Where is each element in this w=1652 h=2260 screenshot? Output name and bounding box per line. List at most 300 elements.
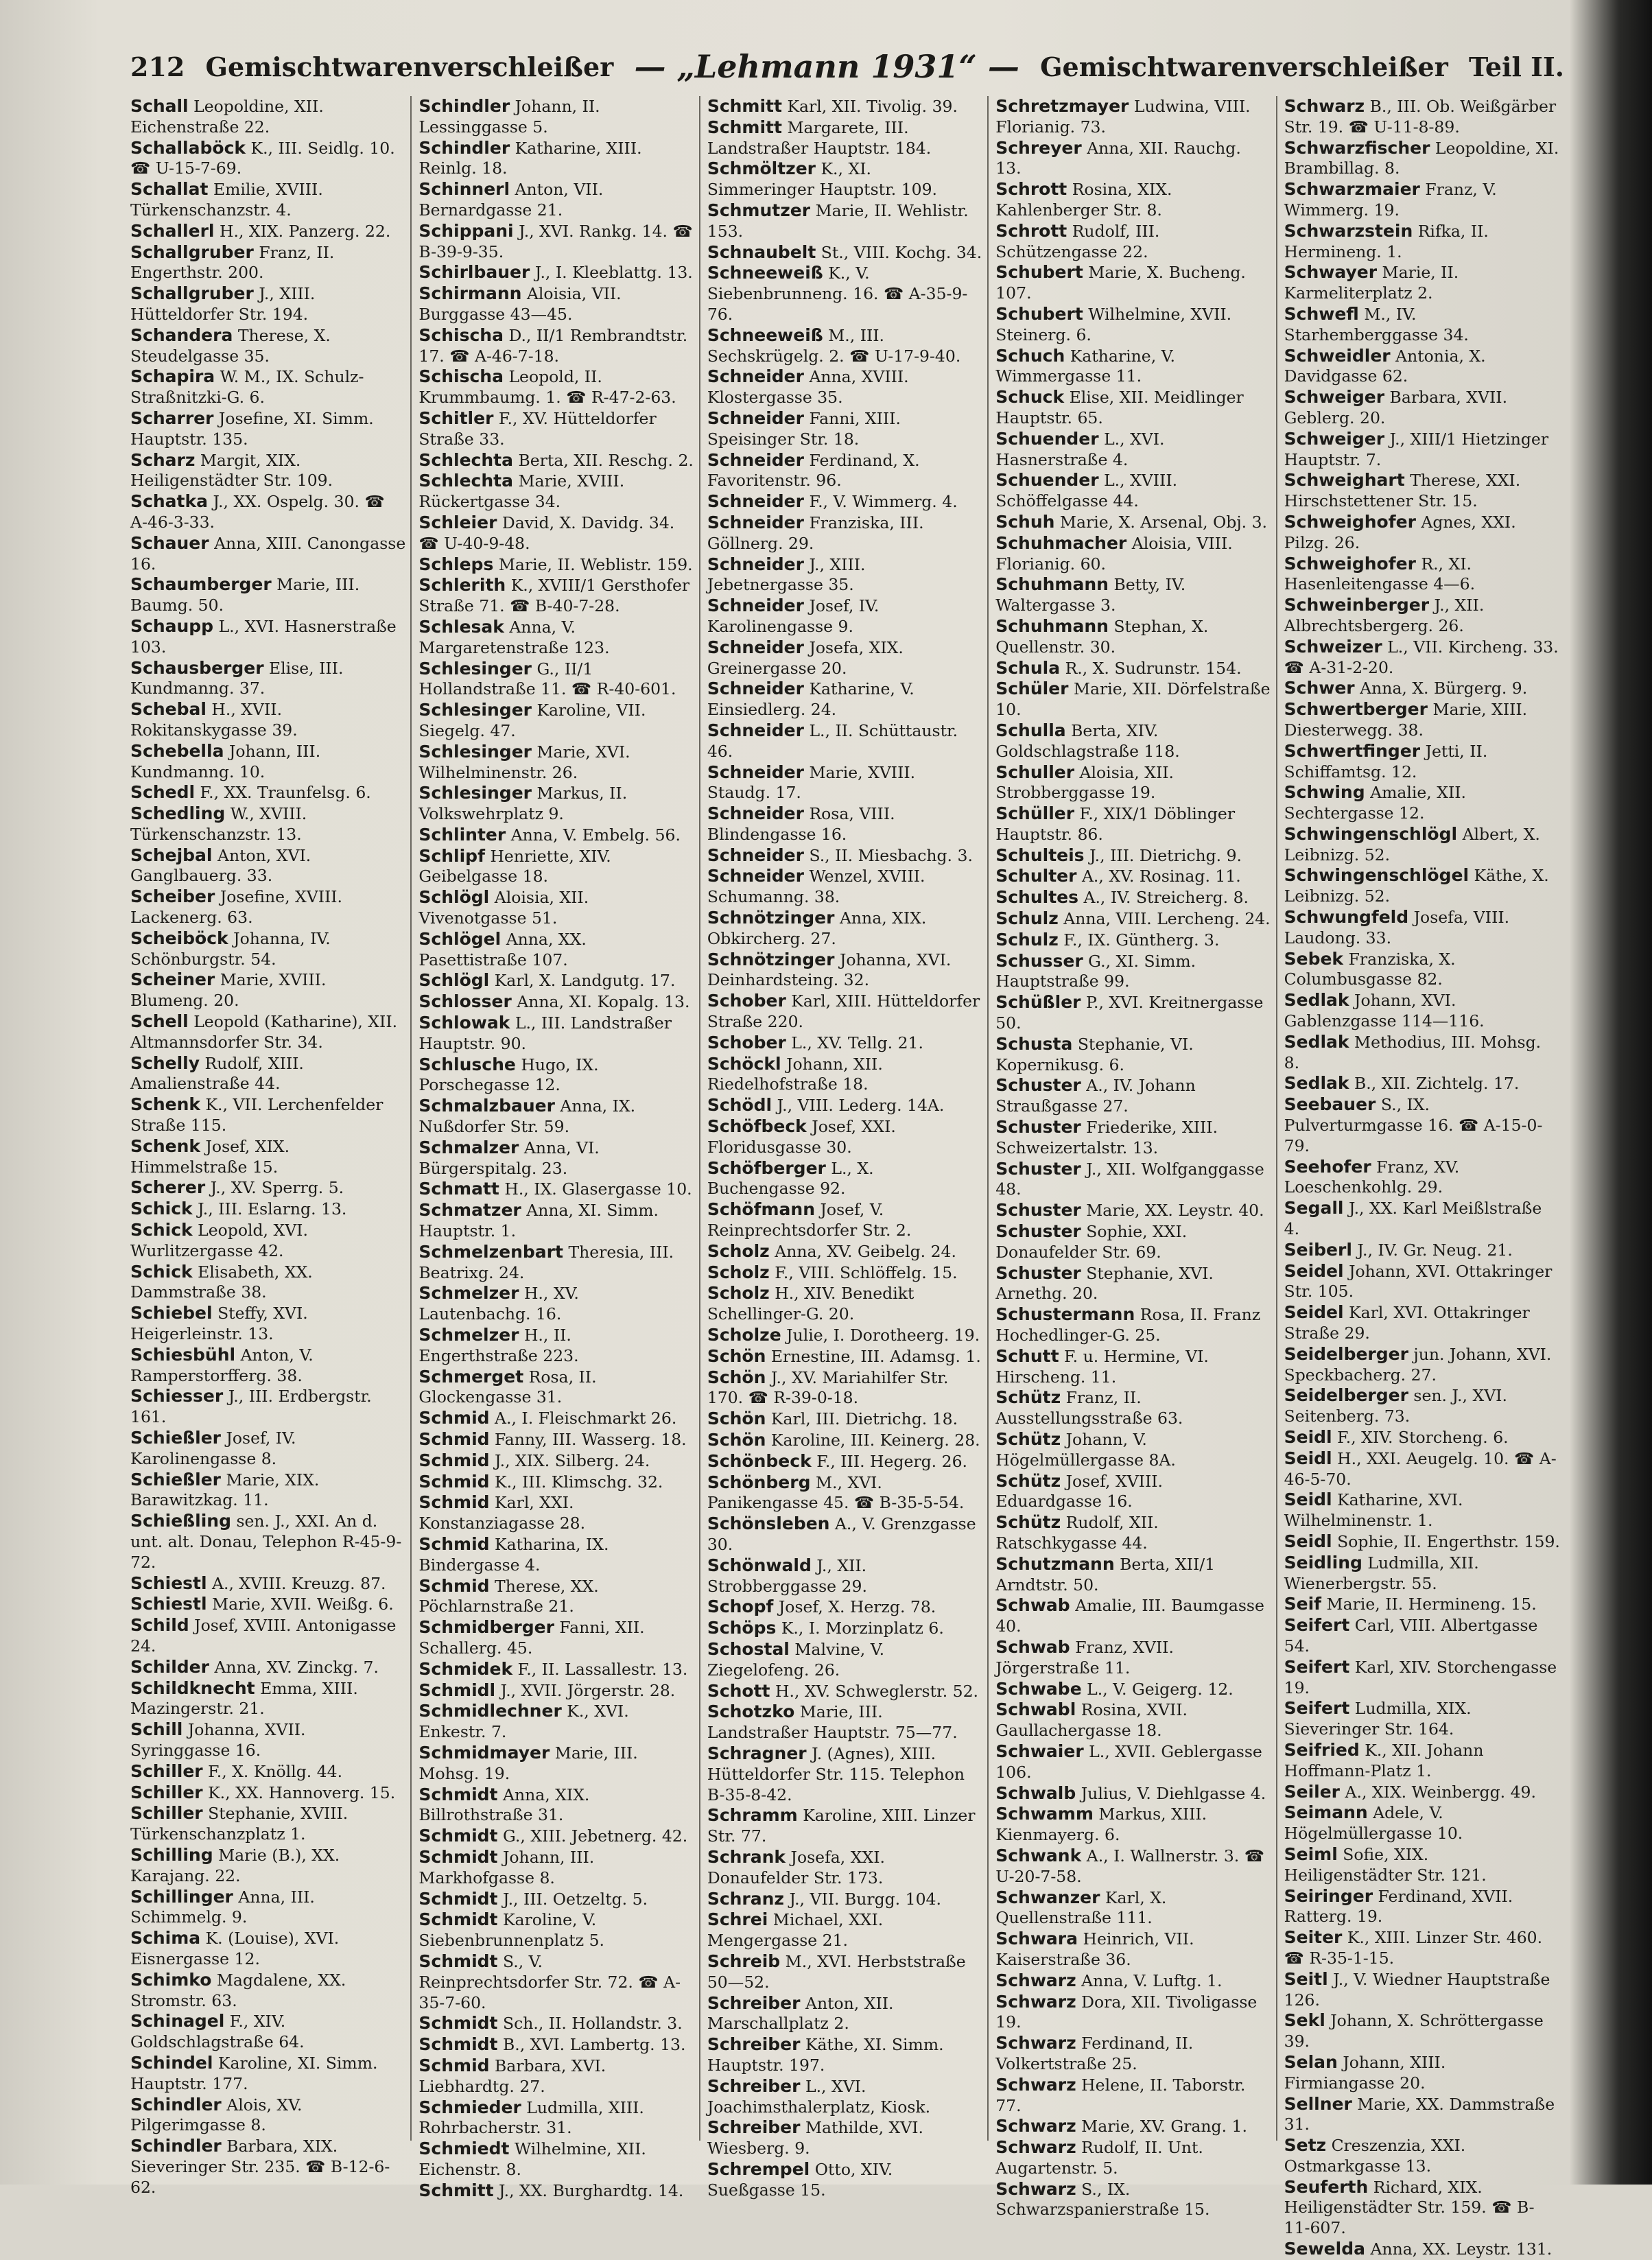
entry-details: Mathilde, XVI. Wiesberg. 9.	[707, 2118, 923, 2158]
directory-entry	[418, 2034, 694, 2056]
directory-entry	[130, 1970, 406, 2012]
directory-entry	[707, 1805, 983, 1847]
directory-entry	[130, 1094, 406, 1136]
directory-entry	[707, 263, 983, 325]
directory-entry	[1284, 1531, 1560, 1553]
entry-details: Sofie, XIX. Heiligenstädter Str. 121.	[1284, 1844, 1487, 1885]
directory-entry	[130, 491, 406, 533]
directory-entry	[995, 429, 1271, 471]
entry-details: Leopoldine, XII. Eichenstraße 22.	[130, 97, 324, 137]
entry-details: Marie, XX. Dammstraße 31.	[1284, 2094, 1555, 2134]
entry-details: F., VIII. Schlöffelg. 15.	[775, 1262, 958, 1282]
directory-entry	[418, 1325, 694, 1367]
entry-details: Anna, XI. Kopalg. 13.	[517, 992, 690, 1012]
entry-details: Johann, XVI. Ottakringer Str. 105.	[1284, 1261, 1553, 1302]
entry-details: Sophie, II. Engerthstr. 159.	[1337, 1531, 1560, 1551]
entry-surname: Schwarz	[995, 1991, 1076, 2012]
directory-entry	[418, 366, 694, 408]
entry-details: Anton, XII. Marschallplatz 2.	[707, 1993, 894, 2034]
entry-details: Anna, V. Luftg. 1.	[1081, 1970, 1223, 1990]
directory-entry	[418, 1743, 694, 1785]
entry-surname: Seifert	[1284, 1698, 1350, 1719]
entry-surname: Selan	[1284, 2051, 1338, 2072]
directory-entry	[1284, 1385, 1560, 1427]
directory-entry	[418, 1576, 694, 1618]
entry-surname: Schinnerl	[418, 179, 510, 200]
entry-details: St., VIII. Kochg. 34.	[821, 242, 982, 262]
directory-entry	[995, 574, 1271, 616]
directory-entry	[418, 742, 694, 784]
entry-details: Anna, XVIII. Klostergasse 35.	[707, 367, 909, 408]
directory-entry	[995, 679, 1271, 720]
entry-surname: Seidel	[1284, 1260, 1344, 1281]
directory-entry	[995, 1992, 1271, 2034]
directory-entry	[1284, 1969, 1560, 2011]
entry-surname: Schebal	[130, 699, 206, 720]
directory-entry	[1284, 1740, 1560, 1782]
entry-surname: Schlowak	[418, 1013, 510, 1033]
directory-entry	[418, 1138, 694, 1179]
entry-surname: Schmidberger	[418, 1617, 554, 1638]
entry-surname: Schillinger	[130, 1886, 233, 1907]
directory-entry	[130, 1615, 406, 1657]
entry-details: Marie, III. Mohsg. 19.	[418, 1743, 638, 1783]
directory-entry	[1284, 262, 1560, 304]
directory-entry	[1284, 304, 1560, 346]
entry-details: Methodius, III. Mohsg. 8.	[1284, 1032, 1542, 1072]
entry-surname: Schneider	[707, 679, 804, 699]
entry-surname: Schlögl	[418, 970, 490, 991]
entry-surname: Schwank	[995, 1845, 1082, 1865]
directory-entry	[995, 470, 1271, 512]
directory-entry	[418, 1680, 694, 1702]
directory-entry	[1284, 990, 1560, 1032]
entry-surname: Schlesinger	[418, 741, 532, 762]
entry-details: Anton, VII. Bernardgasse 21.	[418, 180, 604, 220]
entry-surname: Schramm	[707, 1805, 798, 1826]
directory-entry	[130, 1573, 406, 1594]
directory-entry	[418, 1826, 694, 1847]
directory-entry	[707, 1367, 983, 1409]
entry-surname: Seifert	[1284, 1656, 1350, 1677]
entry-details: A., I. Wallnerstr. 3. ☎ U-20-7-58.	[995, 1846, 1265, 1886]
part-label: Teil II.	[1468, 51, 1564, 82]
entry-surname: Scholz	[707, 1240, 770, 1261]
entry-surname: Schwarz	[995, 2137, 1076, 2158]
entry-surname: Scholze	[707, 1325, 781, 1345]
entry-surname: Schlechta	[418, 471, 513, 491]
directory-entry	[995, 1263, 1271, 1305]
entry-surname: Schinagel	[130, 2011, 225, 2032]
directory-entry	[995, 1970, 1271, 1992]
directory-entry	[707, 1430, 983, 1451]
entry-details: Katharine, XIII. Reinlg. 18.	[418, 138, 642, 178]
entry-surname: Schranz	[707, 1888, 784, 1909]
entry-details: F. u. Hermine, VI. Hirscheng. 11.	[995, 1346, 1209, 1387]
entry-details: A., IV. Streicherg. 8.	[1083, 888, 1249, 908]
directory-entry	[130, 1220, 406, 1262]
directory-entry	[995, 96, 1271, 138]
directory-entry	[995, 1034, 1271, 1076]
entry-details: S., IX. Schwarzspanierstraße 15.	[995, 2179, 1210, 2220]
directory-entry	[707, 242, 983, 263]
directory-entry	[707, 1597, 983, 1618]
entry-surname: Schilder	[130, 1656, 209, 1677]
entry-surname: Schweidler	[1284, 345, 1391, 366]
entry-surname: Sedlak	[1284, 1073, 1349, 1094]
entry-surname: Schick	[130, 1220, 193, 1240]
entry-surname: Schall	[130, 96, 189, 116]
directory-entry	[707, 491, 983, 513]
entry-surname: Seiml	[1284, 1844, 1338, 1864]
entry-details: Betty, IV. Waltergasse 3.	[995, 575, 1186, 615]
entry-details: Margit, XIX. Heiligenstädter Str. 109.	[130, 450, 333, 491]
directory-entry	[130, 1928, 406, 1970]
entry-surname: Schrank	[707, 1846, 786, 1867]
entry-details: Marie, III. Baumg. 50.	[130, 575, 360, 615]
entry-details: Magdalene, XX. Stromstr. 63.	[130, 1970, 346, 2010]
directory-entry	[707, 2117, 983, 2159]
entry-details: H., XV. Lautenbachg. 16.	[418, 1284, 579, 1324]
directory-entry	[995, 658, 1271, 679]
entry-surname: Schlosser	[418, 991, 512, 1012]
directory-entry	[707, 2076, 983, 2118]
entry-details: Wilhelmine, XVII. Steinerg. 6.	[995, 304, 1232, 344]
entry-surname: Schießler	[130, 1428, 221, 1448]
directory-entry	[995, 138, 1271, 180]
directory-entry	[418, 1200, 694, 1242]
entry-surname: Schausberger	[130, 657, 264, 678]
entry-surname: Schön	[707, 1409, 766, 1429]
entry-details: Fanni, XII. Schallerg. 45.	[418, 1618, 645, 1658]
directory-entry	[418, 408, 694, 450]
entry-surname: Schwarzmaier	[1284, 179, 1420, 200]
directory-entry	[1284, 2094, 1560, 2136]
entry-details: H., XIX. Panzerg. 22.	[219, 221, 391, 241]
entry-details: Johann, XIII. Firmiangasse 20.	[1284, 2052, 1446, 2093]
directory-entry	[995, 1346, 1271, 1388]
entry-surname: Schwab	[995, 1636, 1070, 1657]
directory-entry	[418, 700, 694, 742]
entry-details: Franz, V. Wimmerg. 19.	[1284, 180, 1497, 220]
entry-details: L., XVI. Joachimsthalerplatz, Kiosk.	[707, 2076, 931, 2117]
entry-surname: Schuster	[995, 1075, 1081, 1096]
entry-surname: Schuch	[995, 345, 1065, 366]
entry-surname: Schön	[707, 1430, 766, 1450]
directory-entry	[995, 887, 1271, 908]
directory-entry	[707, 1409, 983, 1430]
entry-surname: Schreiber	[707, 1992, 801, 2013]
entry-surname: Setz	[1284, 2135, 1327, 2156]
directory-entry	[1284, 1344, 1560, 1386]
entry-surname: Schatka	[130, 491, 208, 512]
entry-details: Karoline, XIII. Linzer Str. 77.	[707, 1806, 976, 1846]
entry-surname: Schießling	[130, 1511, 231, 1531]
directory-entry	[1284, 1615, 1560, 1657]
entry-details: Stephan, X. Quellenstr. 30.	[995, 616, 1209, 657]
directory-entry	[418, 1450, 694, 1472]
directory-entry	[418, 471, 694, 513]
entry-details: J., XIX. Silberg. 24.	[495, 1450, 650, 1470]
directory-entry	[418, 1909, 694, 1951]
directory-entry	[418, 1492, 694, 1534]
directory-entry	[707, 1618, 983, 1639]
entry-details: A., XVIII. Kreuzg. 87.	[212, 1573, 386, 1593]
entry-surname: Schwefl	[1284, 303, 1359, 324]
directory-entry	[995, 951, 1271, 993]
directory-entry	[1284, 1094, 1560, 1156]
entry-details: H., XIV. Benedikt Schellinger-G. 20.	[707, 1284, 914, 1324]
directory-entry	[707, 1054, 983, 1096]
entry-details: Marie, XVIII. Blumeng. 20.	[130, 970, 327, 1011]
entry-details: A., IV. Johann Straußgasse 27.	[995, 1076, 1196, 1116]
directory-entry	[707, 1451, 983, 1472]
directory-entry	[995, 1679, 1271, 1700]
entry-details: K., VII. Lerchenfelder Straße 115.	[130, 1095, 384, 1135]
entry-details: R., XI. Hasenleitengasse 4—6.	[1284, 554, 1476, 594]
directory-entry	[995, 2033, 1271, 2075]
entry-surname: Schwarz	[995, 2178, 1076, 2199]
directory-entry	[707, 554, 983, 596]
directory-entry	[707, 950, 983, 991]
directory-entry	[707, 908, 983, 950]
entry-surname: Scholz	[707, 1283, 770, 1304]
directory-entry	[995, 1637, 1271, 1679]
entry-surname: Schiebel	[130, 1303, 213, 1323]
directory-entry	[707, 1095, 983, 1116]
entry-details: J., III. Eslarng. 13.	[198, 1199, 347, 1219]
entry-surname: Schödl	[707, 1095, 772, 1116]
directory-entry	[707, 1325, 983, 1346]
directory-entry	[130, 1657, 406, 1678]
entry-surname: Schedl	[130, 782, 196, 803]
directory-entry	[707, 1951, 983, 1993]
directory-entry	[707, 1555, 983, 1597]
entry-details: Richard, XIX. Heiligenstädter Str. 159. ☎ B-11-607.	[1284, 2177, 1535, 2238]
directory-entry	[130, 96, 406, 138]
directory-entry	[130, 616, 406, 658]
directory-entry	[995, 866, 1271, 887]
entry-surname: Schiesbühl	[130, 1344, 236, 1365]
entry-details: Josefa, VIII. Laudong. 33.	[1284, 908, 1510, 947]
directory-entry	[130, 1053, 406, 1095]
column-1	[130, 96, 412, 2197]
entry-surname: Schilling	[130, 1844, 213, 1865]
directory-entry	[130, 1262, 406, 1304]
directory-entry	[1284, 554, 1560, 596]
entry-surname: Schwarz	[1284, 96, 1365, 116]
entry-surname: Scheiber	[130, 886, 215, 907]
entry-surname: Schmidt	[418, 2034, 498, 2055]
entry-details: Rosina, XVII. Gaullachergasse 18.	[995, 1700, 1188, 1741]
entry-surname: Schneider	[707, 449, 804, 470]
entry-details: Anna, V. Embelg. 56.	[510, 825, 681, 845]
directory-entry	[707, 1639, 983, 1681]
entry-details: Marie, II. Weblistr. 159.	[498, 554, 693, 574]
entry-surname: Schubert	[995, 303, 1083, 324]
directory-entry	[130, 1719, 406, 1761]
entry-details: Ferdinand, X. Favoritenstr. 96.	[707, 450, 920, 491]
entry-details: H., II. Engerthstraße 223.	[418, 1326, 579, 1365]
entry-surname: Schuhmann	[995, 615, 1109, 636]
entry-surname: Schreib	[707, 1951, 781, 1971]
entry-details: L., XVI. Hasnerstraße 4.	[995, 429, 1165, 469]
entry-surname: Schmid	[418, 1575, 490, 1596]
entry-surname: Schulteis	[995, 845, 1085, 865]
directory-entry	[995, 512, 1271, 533]
directory-entry	[1284, 1802, 1560, 1844]
entry-surname: Schlögl	[418, 887, 490, 908]
directory-entry	[130, 1887, 406, 1929]
directory-entry	[418, 513, 694, 554]
entry-surname: Schebella	[130, 740, 224, 761]
entry-details: Amalie, XII. Sechtergasse 12.	[1284, 783, 1467, 823]
entry-surname: Schwertfinger	[1284, 740, 1421, 761]
directory-entry	[1284, 2135, 1560, 2177]
entry-details: Johann, X. Schröttergasse 39.	[1284, 2011, 1544, 2051]
entry-surname: Schmalzbauer	[418, 1096, 555, 1116]
entry-surname: Schragner	[707, 1743, 807, 1763]
directory-entry	[130, 1303, 406, 1345]
entry-surname: Schlesinger	[418, 700, 532, 720]
entry-details: G., XI. Simm. Hauptstraße 99.	[995, 951, 1196, 991]
entry-surname: Schmidlechner	[418, 1701, 562, 1721]
directory-entry	[130, 1511, 406, 1573]
entry-surname: Schießler	[130, 1469, 221, 1490]
directory-entry	[130, 1594, 406, 1615]
directory-entry	[1284, 865, 1560, 907]
entry-details: Anna, VI. Bürgerspitalg. 23.	[418, 1138, 600, 1178]
entry-surname: Seidelberger	[1284, 1343, 1408, 1364]
directory-entry	[418, 2097, 694, 2139]
entry-details: A., I. Fleischmarkt 26.	[495, 1409, 677, 1428]
entry-details: Adele, V. Högelmüllergasse 10.	[1284, 1803, 1463, 1844]
directory-entry	[130, 928, 406, 970]
entry-surname: Schweiger	[1284, 387, 1385, 408]
entry-surname: Schallerl	[130, 220, 215, 241]
entry-surname: Schreiber	[707, 2075, 801, 2096]
entry-surname: Schleps	[418, 554, 494, 574]
entry-details: Anna, XV. Zinckg. 7.	[214, 1657, 379, 1677]
entry-details: Friederike, XIII. Schweizertalstr. 13.	[995, 1118, 1218, 1157]
directory-entry	[130, 325, 406, 367]
directory-entry	[707, 596, 983, 637]
directory-entry	[995, 533, 1271, 575]
entry-surname: Schuster	[995, 1221, 1081, 1242]
entry-details: Marie, XVIII. Rückertgasse 34.	[418, 471, 625, 512]
entry-details: Josef, XVIII. Antonigasse 24.	[130, 1616, 397, 1656]
directory-entry	[418, 617, 694, 659]
directory-entry	[995, 1741, 1271, 1783]
entry-details: Marie, X. Arsenal, Obj. 3.	[1059, 512, 1267, 532]
entry-details: Stephanie, VI. Kopernikusg. 6.	[995, 1034, 1194, 1074]
directory-entry	[995, 1221, 1271, 1263]
entry-details: Rosina, XIX. Kahlenberger Str. 8.	[995, 180, 1172, 220]
entry-surname: Schüller	[995, 803, 1075, 824]
directory-entry	[707, 866, 983, 908]
entry-details: Josef, IV. Karolinengasse 8.	[130, 1428, 296, 1468]
entry-surname: Schwayer	[1284, 262, 1378, 283]
entry-surname: Schindel	[130, 2052, 213, 2073]
entry-surname: Schneider	[707, 637, 804, 657]
entry-surname: Seidelberger	[1284, 1385, 1408, 1406]
entry-surname: Schöfberger	[707, 1157, 826, 1178]
directory-entry	[707, 325, 983, 367]
directory-entry	[1284, 1782, 1560, 1803]
directory-entry	[130, 179, 406, 221]
directory-entry	[418, 2056, 694, 2097]
entry-details: M., XVI. Panikengasse 45. ☎ B-35-5-54.	[707, 1472, 965, 1513]
directory-entry	[1284, 1553, 1560, 1594]
directory-entry	[1284, 1490, 1560, 1531]
entry-surname: Schula	[995, 657, 1061, 678]
entry-details: Rudolf, XII. Ratschkygasse 44.	[995, 1513, 1159, 1553]
entry-details: K., III. Seidlg. 10. ☎ U-15-7-69.	[130, 138, 395, 178]
directory-entry	[707, 513, 983, 554]
directory-entry	[1284, 1657, 1560, 1699]
entry-surname: Schweiger	[1284, 428, 1385, 449]
entry-surname: Seitl	[1284, 1968, 1328, 1989]
entry-details: David, X. Davidg. 34. ☎ U-40-9-48.	[418, 513, 675, 553]
directory-entry	[1284, 741, 1560, 783]
entry-surname: Scholz	[707, 1262, 770, 1282]
directory-entry	[1284, 2239, 1560, 2260]
entry-surname: Schneider	[707, 491, 804, 512]
directory-entry	[418, 1096, 694, 1138]
entry-surname: Schön	[707, 1367, 766, 1387]
entry-details: Heinrich, VII. Kaiserstraße 36.	[995, 1929, 1194, 1969]
entry-details: Anna, XV. Geibelg. 24.	[775, 1241, 956, 1261]
entry-surname: Schütz	[995, 1387, 1061, 1408]
entry-details: R., X. Sudrunstr. 154.	[1065, 658, 1242, 678]
entry-details: Johanna, XVII. Syringgasse 16.	[130, 1720, 306, 1760]
entry-details: J. (Agnes), XIII. Hütteldorfer Str. 115. Telephon B-35-8-42.	[707, 1743, 965, 1804]
entry-details: Marie, X. Bucheng. 107.	[995, 263, 1246, 303]
directory-entry	[1284, 1698, 1560, 1740]
entry-details: S., V. Reinprechtsdorfer Str. 72. ☎ A-35-7-60.	[418, 1951, 681, 2012]
entry-details: K., I. Morzinplatz 6.	[781, 1619, 944, 1638]
directory-entry	[1284, 1261, 1560, 1303]
entry-surname: Schmidt	[418, 2013, 498, 2034]
entry-surname: Schwing	[1284, 782, 1365, 803]
entry-details: J., VII. Burgg. 104.	[789, 1889, 941, 1909]
entry-surname: Schütz	[995, 1512, 1061, 1533]
entry-details: K., XI. Simmeringer Hauptstr. 109.	[707, 159, 937, 200]
entry-details: A., XIX. Weinbergg. 49.	[1345, 1782, 1536, 1802]
entry-surname: Schmelzer	[418, 1325, 519, 1345]
entry-details: Karl, XIII. Hütteldorfer Straße 220.	[707, 991, 980, 1032]
directory-entry	[995, 1783, 1271, 1804]
directory-entry	[1284, 1302, 1560, 1344]
entry-details: Johann, V. Högelmüllergasse 8A.	[995, 1430, 1176, 1470]
directory-entry	[130, 1386, 406, 1428]
entry-surname: Seifried	[1284, 1739, 1360, 1760]
entry-surname: Schweighofer	[1284, 553, 1416, 574]
entry-surname: Seebauer	[1284, 1094, 1376, 1115]
entry-surname: Sedlak	[1284, 990, 1349, 1011]
entry-details: Berta, XII/1 Arndtstr. 50.	[995, 1554, 1216, 1594]
entry-surname: Schmutzer	[707, 200, 811, 220]
entry-details: Albert, X. Leibnizg. 52.	[1284, 824, 1540, 864]
directory-entry	[1284, 1032, 1560, 1074]
directory-entry	[1284, 637, 1560, 679]
directory-entry	[707, 450, 983, 492]
entry-details: Leopold (Katharine), XII. Altmannsdorfer Str. 34.	[130, 1012, 398, 1052]
entry-surname: Schmidt	[418, 1846, 498, 1867]
directory-entry	[995, 1159, 1271, 1201]
entry-surname: Schusta	[995, 1033, 1073, 1054]
entry-surname: Schüler	[995, 679, 1069, 699]
